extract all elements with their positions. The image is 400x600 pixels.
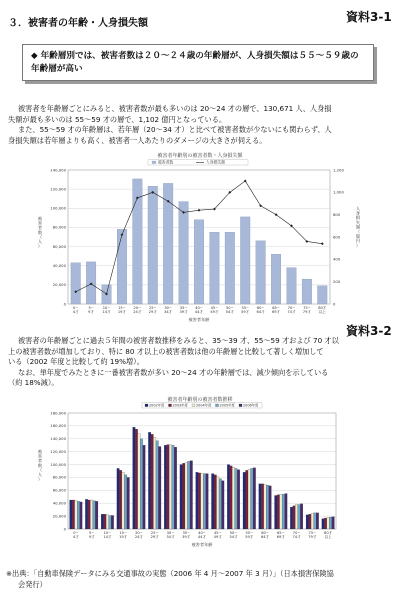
chart2-bar	[237, 470, 240, 529]
chart1-legend-label: 被害者数	[158, 159, 174, 165]
chart2-bar	[182, 463, 185, 529]
summary-callout	[22, 44, 374, 81]
chart2-bar	[185, 463, 188, 529]
chart1-y2tick-label: 1,000	[333, 189, 344, 195]
chart2-bar	[151, 434, 154, 529]
chart2-legend-swatch	[216, 404, 219, 407]
chart1-ytick-label: 100,000	[50, 205, 66, 211]
chart1-xtick-label: 10~ 14才	[102, 306, 111, 315]
chart1-ytick-label: 20,000	[52, 282, 66, 288]
chart2-bar	[80, 502, 83, 529]
chart1-ytick-label: 120,000	[50, 186, 66, 192]
chart2-xtick-label: 15~ 19才	[119, 531, 128, 540]
chart1-xtick-label: 40~ 44才	[194, 306, 204, 315]
chart2-bar	[169, 445, 172, 529]
chart2-bar	[85, 499, 88, 529]
chart2-legend-swatch	[192, 404, 195, 407]
chart1-y2tick-label: 800	[333, 211, 341, 217]
chart2-bar	[309, 514, 312, 529]
chart1-bar	[225, 232, 235, 304]
chart2-bar	[217, 477, 220, 529]
chart2-ytick-label: 100,000	[50, 461, 66, 467]
chart2-bar	[275, 495, 278, 529]
chart1-ytick-label: 140,000	[50, 167, 66, 173]
chart2-svg	[30, 401, 370, 561]
chart2-bar	[109, 515, 112, 529]
chart2-legend-label: 2002年度	[149, 403, 165, 408]
chart1-bar	[271, 254, 281, 304]
chart2-bar	[269, 486, 272, 529]
chart2-bar	[180, 465, 183, 529]
chart2-xtick-label: 25~ 29才	[150, 531, 159, 540]
chart2-xtick-label: 60~ 64才	[260, 531, 270, 540]
chart2-xtick-label: 5~ 9才	[88, 531, 95, 540]
chart1-xtick-label: 65~ 69才	[271, 306, 281, 315]
section-title: ３．被害者の年齢・人身損失額	[8, 18, 148, 29]
chart2-bar	[316, 513, 319, 529]
chart1-xtick-label: 45~ 49才	[210, 306, 219, 315]
chart2-bar	[290, 507, 293, 529]
chart2-bar	[311, 514, 314, 529]
chart1-xtick-label: 50~ 54才	[225, 306, 234, 315]
chart2-bar	[70, 500, 73, 529]
chart2-ytick-label: 0	[63, 526, 66, 532]
chart2-xtick-label: 65~ 69才	[276, 531, 285, 540]
chart2-bar	[214, 475, 217, 529]
chart1-ytick-label: 0	[63, 301, 66, 307]
chart1-bar	[148, 186, 158, 304]
material-label-2: 資料3-2	[346, 324, 392, 338]
chart2-legend-label: 2003年度	[172, 403, 188, 408]
chart1-xtick-label: 35~ 39才	[179, 306, 188, 315]
chart1-ytick-label: 80,000	[52, 224, 66, 230]
chart2-legend-label: 2006年度	[243, 403, 259, 408]
chart2-bar	[143, 445, 146, 529]
chart1-xtick-label: 30~ 34才	[164, 306, 173, 315]
chart2-bar	[101, 514, 104, 529]
chart1-xtick-label: 0~ 4才	[72, 306, 79, 315]
chart2-bar	[90, 500, 93, 529]
chart2-bar	[148, 432, 151, 529]
chart2-bar	[117, 468, 120, 529]
chart1-bar	[256, 241, 266, 304]
chart2-bar	[153, 437, 156, 529]
chart1-xtick-label: 20~ 24才	[133, 306, 142, 315]
chart2-xtick-label: 45~ 49才	[213, 531, 222, 540]
chart2-xtick-label: 20~ 24才	[134, 531, 144, 540]
paragraph-1: 被害者を年齢層ごとにみると、被害者数が最も多いのは 20～24 才の層で、130,671 人、人身損 失額が最も多いのは 55～59 才の層で、1,102 億円となっている。 また、55～59 才の年齢層は、若年層（20～34 才）と比べて被害者数が少ないにも関わらず、人 身損失額は若年層よりも高く、被害者一人あたりのダメージの大きさが伺える。	[8, 104, 332, 145]
chart2-bar	[227, 465, 230, 529]
chart2-xtick-label: 30~ 34才	[166, 531, 175, 540]
chart2-bar	[306, 515, 309, 529]
chart2-ytick-label: 180,000	[50, 410, 66, 416]
chart1-y2label: 人身損失額（億円）	[355, 206, 361, 248]
chart2-ytick-label: 80,000	[52, 474, 66, 480]
chart1-bar	[194, 220, 204, 304]
chart2-bar	[332, 517, 335, 529]
chart2-bar	[119, 470, 122, 529]
chart2-bar	[232, 467, 235, 529]
chart2-ytick-label: 20,000	[52, 513, 66, 519]
chart2-bar	[104, 514, 107, 529]
chart2-bar	[111, 515, 114, 529]
chart2-bar	[259, 484, 262, 529]
chart2-xtick-label: 75~ 79才	[308, 531, 317, 540]
chart2-bar	[314, 513, 317, 529]
chart2-bar	[206, 474, 209, 529]
chart2-ytick-label: 140,000	[50, 436, 66, 442]
chart2-bar	[253, 468, 256, 529]
chart1-y2tick-label: 400	[333, 256, 341, 262]
chart2-bar	[133, 427, 136, 529]
diamond-bullet-icon: ◆	[31, 51, 38, 61]
chart2-bar	[293, 506, 296, 529]
chart1-xtick-label: 80才以上	[318, 306, 327, 315]
chart2-bar	[156, 441, 159, 529]
chart2-bar	[295, 505, 298, 529]
chart2-legend-label: 2005年度	[219, 403, 235, 408]
chart2-ytick-label: 160,000	[50, 423, 66, 429]
chart1-bar	[302, 279, 312, 304]
chart2-bar	[93, 501, 96, 529]
chart1-xtick-label: 70~ 74才	[287, 306, 296, 315]
chart1-xtick-label: 55~ 59才	[241, 306, 250, 315]
chart2-bar	[266, 485, 269, 529]
chart2-legend-label: 2004年度	[196, 403, 212, 408]
chart2-xtick-label: 50~ 54才	[229, 531, 238, 540]
chart2-xtick-label: 80才以上	[324, 531, 333, 540]
chart2-bar	[327, 517, 330, 529]
chart2-bar	[211, 474, 214, 529]
chart2-bar	[251, 468, 254, 529]
chart2-legend-swatch	[169, 404, 172, 407]
chart2-title: 被害者年齢別の被害者数推移	[167, 397, 233, 403]
source-note: ※出典：「自動車保険データにみる交通事故の実態（2006 年 4 月～2007 年 3 月）」（日本損害保険協 会発行）	[6, 569, 334, 589]
chart1-title: 被害者年齢別の被害者数・人身損失額	[157, 153, 243, 159]
chart2-bar	[140, 439, 143, 529]
chart2-xtick-label: 55~ 59才	[245, 531, 254, 540]
chart1-xtick-label: 5~ 9才	[88, 306, 95, 315]
chart1-legend-swatch	[152, 161, 156, 164]
chart2-xtick-label: 70~ 74才	[292, 531, 301, 540]
chart2-bar	[164, 445, 167, 529]
chart2-bar	[201, 474, 204, 529]
chart2-bar	[95, 501, 98, 529]
chart1-ytick-label: 40,000	[52, 263, 66, 269]
chart2-bar	[106, 515, 109, 529]
chart2-bar	[167, 445, 170, 529]
chart1-bar	[179, 202, 189, 304]
chart2-bar	[190, 461, 193, 529]
chart1-xlabel: 被害者年齢	[188, 317, 210, 322]
chart2-xtick-label: 35~ 39才	[182, 531, 191, 540]
chart2-bar	[174, 447, 177, 529]
chart1-y2tick-label: 1,200	[333, 167, 344, 173]
chart2-xtick-label: 0~ 4才	[72, 531, 79, 540]
chart2-bar	[282, 494, 285, 529]
chart2-legend-swatch	[239, 404, 242, 407]
chart2-xtick-label: 10~ 14才	[103, 531, 112, 540]
chart1-xtick-label: 25~ 29才	[148, 306, 157, 315]
chart2-bar	[88, 500, 91, 529]
chart2-bar	[222, 481, 225, 529]
chart1-bar	[287, 268, 297, 304]
chart1-bar	[318, 286, 328, 304]
chart2-ylabel: 被害者数（人）	[37, 449, 43, 482]
chart2-bar	[248, 469, 251, 529]
chart2-bar	[264, 485, 267, 529]
chart1-xtick-label: 75~ 79才	[302, 306, 311, 315]
chart2-bar	[324, 518, 327, 529]
chart2-bar	[158, 447, 161, 529]
chart1-bar	[240, 217, 250, 304]
chart1-ytick-label: 60,000	[52, 243, 66, 249]
chart2-bar	[135, 429, 138, 529]
chart2-bar	[75, 501, 78, 529]
chart1-y2tick-label: 200	[333, 278, 341, 284]
chart2-ytick-label: 60,000	[52, 487, 66, 493]
material-label-1: 資料3-1	[346, 10, 392, 24]
chart2-bar	[77, 501, 80, 529]
chart2-bar	[235, 468, 238, 529]
chart1-xtick-label: 15~ 19才	[117, 306, 127, 315]
chart2-ytick-label: 120,000	[50, 448, 66, 454]
chart2-bar	[261, 484, 264, 529]
chart2-bar	[243, 472, 246, 529]
chart2-bar	[196, 472, 199, 529]
chart2-legend-swatch	[145, 404, 148, 407]
chart2-bar	[72, 500, 75, 529]
chart2-bar	[124, 475, 127, 529]
chart2-bar	[322, 519, 325, 529]
chart2-bar	[246, 470, 249, 529]
chart1-svg	[30, 158, 370, 333]
chart2-bar	[285, 494, 288, 529]
chart2-xtick-label: 40~ 44才	[197, 531, 207, 540]
chart2-bar	[280, 494, 283, 529]
chart2-ytick-label: 40,000	[52, 500, 66, 506]
chart2-bar	[277, 495, 280, 529]
chart2-bar	[187, 461, 190, 529]
chart2-bar	[122, 472, 125, 529]
chart2-bar	[329, 517, 332, 529]
chart2-bar	[127, 477, 130, 529]
chart1-xtick-label: 60~ 64才	[256, 306, 265, 315]
chart2-bar	[219, 479, 222, 529]
chart2-bar	[203, 474, 206, 529]
chart1-legend-label: 人身損失額	[206, 159, 225, 165]
chart2-bar	[230, 466, 233, 529]
chart1-y2tick-label: 0	[333, 301, 336, 307]
chart1-bar	[117, 229, 127, 304]
chart1-bar	[71, 263, 81, 304]
chart1-bar	[210, 232, 220, 304]
chart2-bar	[138, 434, 141, 529]
chart2-bar	[298, 505, 301, 529]
chart2-bar	[172, 445, 175, 529]
chart2-bar	[300, 504, 303, 529]
chart2-xlabel: 被害者年齢	[191, 542, 213, 547]
chart2-bar	[198, 473, 201, 529]
callout-text: 年齢層別では、被害者数は２０～２４歳の年齢層が、人身損失額は５５～５９歳の年齢層が高い	[31, 51, 359, 74]
paragraph-2: 被害者の年齢層ごとに過去５年間の被害者数推移をみると、35～39 才、55～59 才および 70 才以 上の被害者数が増加しており、特に 80 才以上の被害者数は他の年齢層と比較して著しく増加して いる（2002 年度と比較して約 19%増）。 なお、単年度でみたときに一番被害者数が多い 20～24 才の年齢層では、減少傾向を示している （約 18%減）。	[8, 336, 339, 387]
chart1-ylabel: 被害者数（人）	[37, 216, 43, 249]
chart1-y2tick-label: 600	[333, 234, 341, 240]
